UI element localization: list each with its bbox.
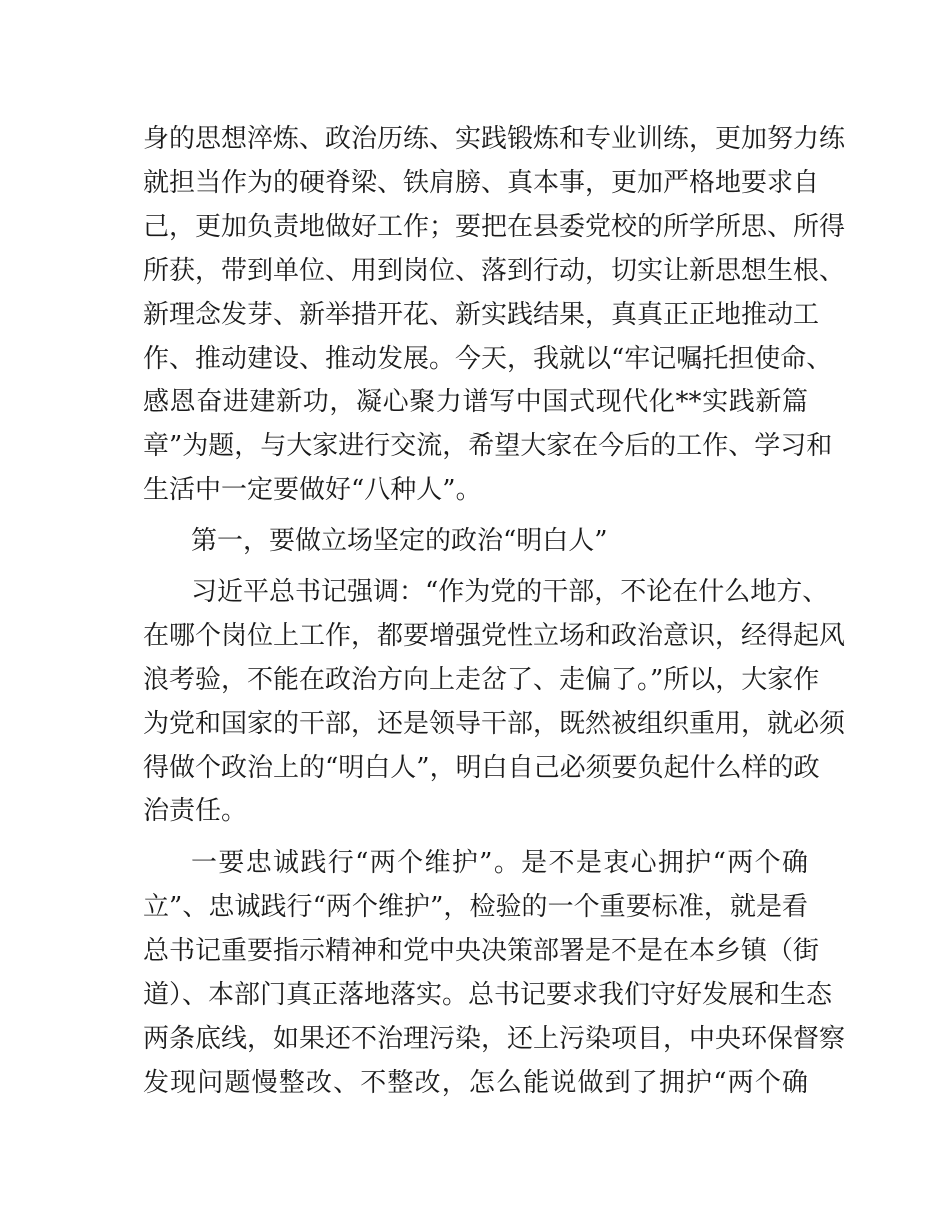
text-line [0,254,950,302]
text-line [0,1066,950,1114]
text-line-content: 一要忠诚践行“两个维护”。是不是衷心拥护“两个确 [191,848,808,878]
text-line-content: 治责任。 [143,796,248,826]
text-line-content: 两条底线，如果还不治理污染，还上污染项目，中央环保督察 [143,1024,846,1054]
text-line-content: 浪考验，不能在政治方向上走岔了、走偏了。”所以，大家作 [143,665,820,695]
text-line [0,575,950,623]
text-line [0,794,950,842]
text-line [0,619,950,667]
text-line-content: 新理念发芽、新举措开花、新实践结果，真真正正地推动工 [143,300,820,330]
text-line-content: 总书记重要指示精神和党中央决策部署是不是在本乡镇（街 [143,936,820,966]
section-heading-text: 第一，要做立场坚定的政治“明白人” [191,526,608,556]
text-line-content: 生活中一定要做好“八种人”。 [143,475,482,505]
text-line [0,1022,950,1070]
text-line [0,978,950,1026]
text-line [0,707,950,755]
text-line-content: 章”为题，与大家进行交流，希望大家在今后的工作、学习和 [143,431,833,461]
text-line-content: 发现问题慢整改、不整改，怎么能说做到了拥护“两个确 [143,1068,808,1098]
text-line-content: 得做个政治上的“明白人”，明白自己必须要负起什么样的政 [143,753,820,783]
text-line-content: 所获，带到单位、用到岗位、落到行动，切实让新思想生根、 [143,256,846,286]
text-line [0,473,950,521]
text-line-content: 道）、本部门真正落地落实。总书记要求我们守好发展和生态 [143,980,833,1010]
text-line-content: 己，更加负责地做好工作；要把在县委党校的所学所思、所得 [143,212,846,242]
text-line-content: 就担当作为的硬脊梁、铁肩膀、真本事，更加严格地要求自 [143,168,820,198]
text-line [0,122,950,170]
text-line-content: 在哪个岗位上工作，都要增强党性立场和政治意识，经得起风 [143,621,846,651]
text-line-content: 为党和国家的干部，还是领导干部，既然被组织重用，就必须 [143,709,846,739]
text-line [0,166,950,214]
text-line [0,663,950,711]
text-line-content: 作、推动建设、推动发展。今天，我就以“牢记嘱托担使命、 [143,344,833,374]
text-line [0,298,950,346]
section-heading [0,524,950,572]
text-line [0,342,950,390]
text-line [0,751,950,799]
text-line [0,934,950,982]
text-line-content: 习近平总书记强调：“作为党的干部，不论在什么地方、 [191,577,829,607]
text-line [0,429,950,477]
text-line-content: 感恩奋进建新功，凝心聚力谱写中国式现代化**实践新篇 [143,387,808,417]
text-line [0,385,950,433]
text-line [0,890,950,938]
text-line [0,846,950,894]
text-line [0,210,950,258]
text-line-content: 身的思想淬炼、政治历练、实践锻炼和专业训练，更加努力练 [143,124,846,154]
text-line-content: 立”、忠诚践行“两个维护”，检验的一个重要标准，就是看 [143,892,808,922]
